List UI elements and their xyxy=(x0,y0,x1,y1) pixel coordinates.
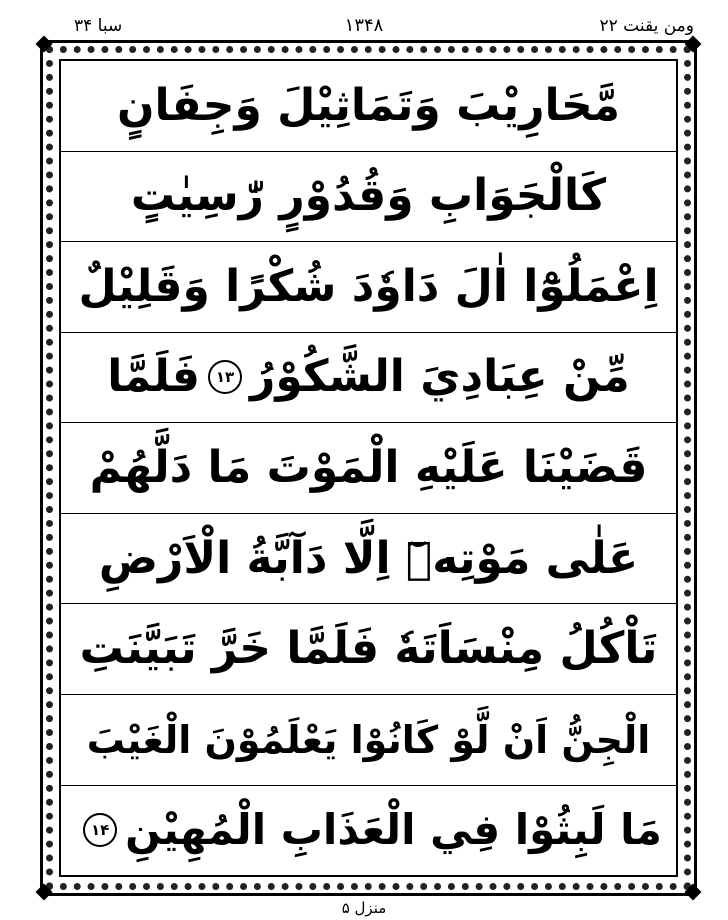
verse-text: قَضَيْنَا عَلَيْهِ الْمَوْتَ مَا دَلَّهُمْ xyxy=(89,442,648,494)
page-number: ۱۳۴۸ xyxy=(344,15,384,36)
verse-text: تَاْكُلُ مِنْسَاَتَهٗ فَلَمَّا خَرَّ تَبَيَّنَتِ xyxy=(79,623,658,675)
verse-text: اِعْمَلُوْٓا اٰلَ دَاوٗدَ شُكْرًا وَقَلِيْلٌ xyxy=(78,260,659,312)
verse-text: مَا لَبِثُوْا فِي الْعَذَابِ الْمُهِيْنِ xyxy=(125,805,662,855)
manzil-footer: منزل ۵ xyxy=(341,899,387,917)
verse-line xyxy=(61,152,676,243)
verse-text: كَالْجَوَابِ وَقُدُوْرٍ رّٰسِيٰتٍ xyxy=(130,170,607,222)
verse-line xyxy=(61,423,676,514)
verse-line xyxy=(61,695,676,786)
verse-lines xyxy=(61,61,676,875)
verse-text: الْجِنُّ اَنْ لَّوْ كَانُوْا يَعْلَمُوْنَ الْغَيْبَ xyxy=(86,717,651,762)
verse-line xyxy=(61,242,676,333)
ayah-number-marker: ۱۳ xyxy=(208,360,242,394)
verse-line xyxy=(61,61,676,152)
ayah-number-marker: ۱۴ xyxy=(83,813,117,847)
verse-line xyxy=(61,604,676,695)
verse-line xyxy=(61,514,676,605)
verse-text: مَّحَارِيْبَ وَتَمَاثِيْلَ وَجِفَانٍ xyxy=(117,79,620,131)
verse-line xyxy=(61,786,676,876)
verse-text: عَلٰى مَوْتِهٖٓ اِلَّا دَآبَّةُ الْاَرْضِ xyxy=(98,532,639,584)
verse-line xyxy=(61,333,676,424)
verse-text: مِّنْ عِبَادِيَ الشَّكُوْرُ xyxy=(250,351,630,403)
juz-name-header: ومن یقنت ۲۲ xyxy=(599,16,694,36)
verse-text: فَلَمَّا xyxy=(107,351,200,403)
surah-name-header: سبا ۳۴ xyxy=(74,16,123,36)
